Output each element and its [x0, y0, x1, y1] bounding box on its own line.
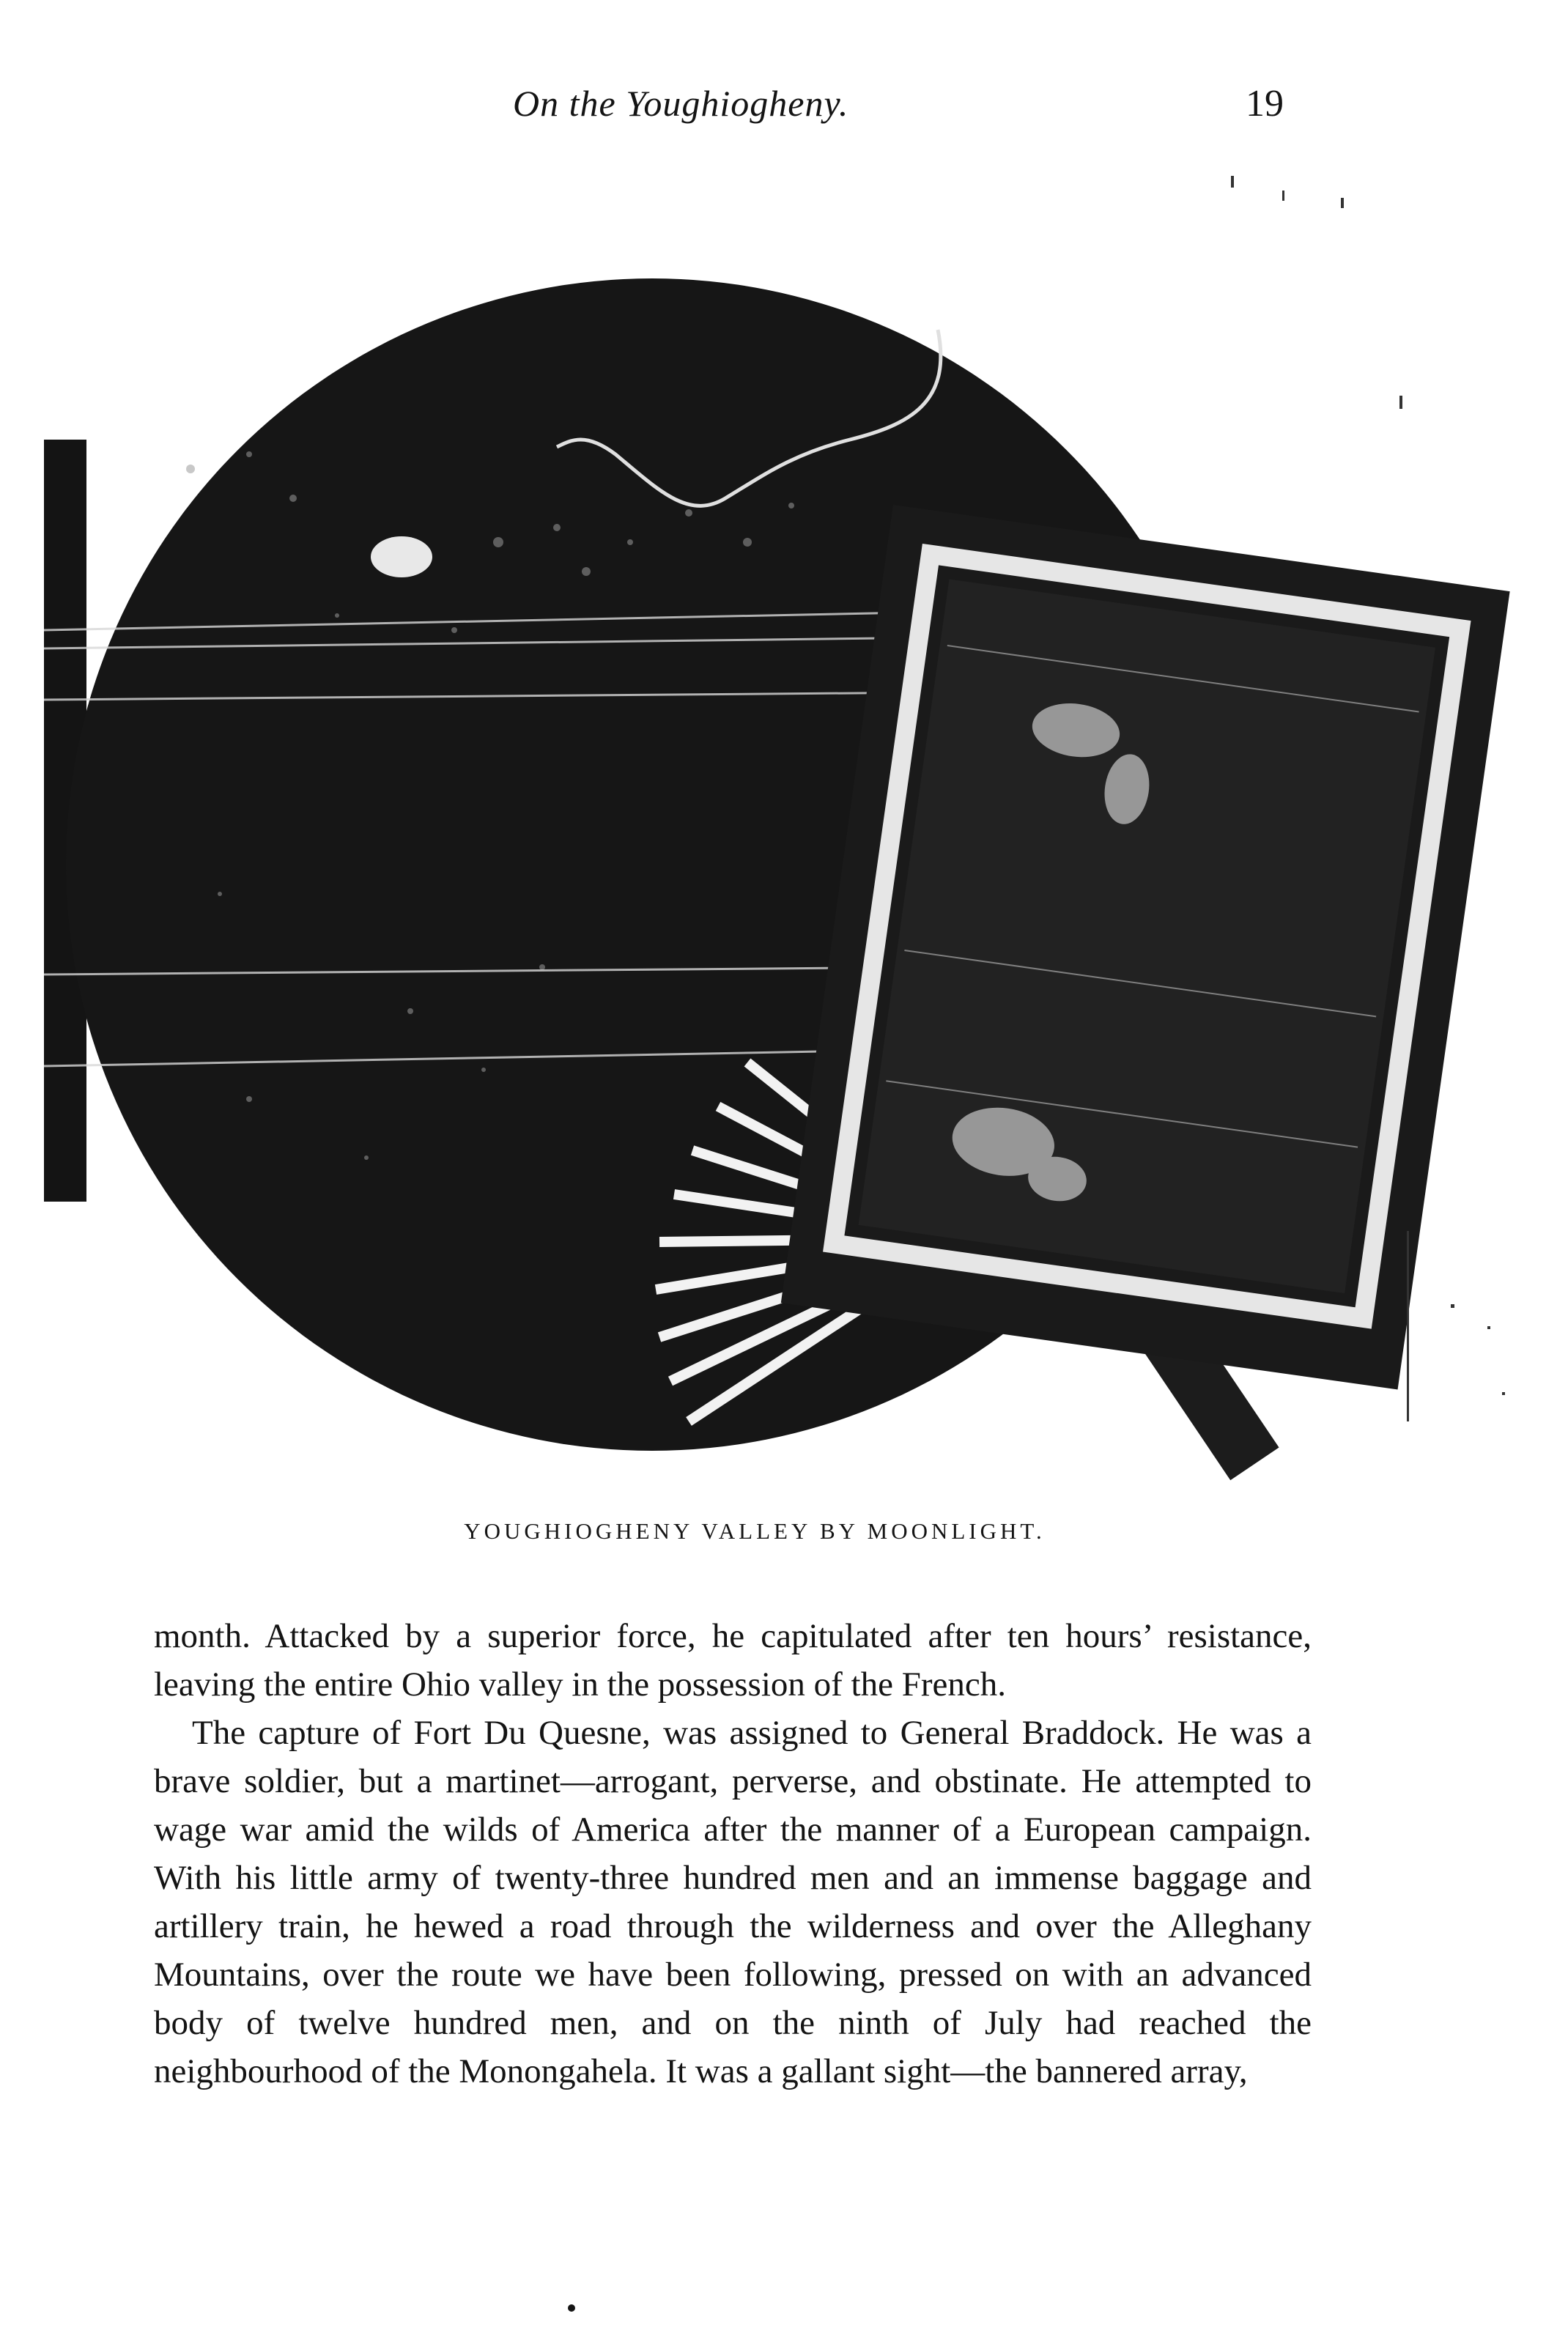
illustration-caption: YOUGHIOGHENY VALLEY BY MOONLIGHT.	[464, 1518, 1046, 1544]
running-title: On the Youghiogheny.	[513, 83, 849, 124]
paragraph-2: The capture of Fort Du Quesne, was assigned to General Braddock. He was a brave soldier, but a martinet—arrogant, perverse, and obstinate. He attempted to wage war amid the wilds of America after the manner of a European campaign. With his little army of twenty-three hundred men and an immense baggage and artillery train, he hewed a road through the wilderness and over the Alleghany Mountains, over the route we have been following, pressed on with an advanced body of twelve hundred men, and on the ninth of July had reached the neighbourhood of the Monongahela. It was a gallant sight—the bannered array,	[154, 1714, 1312, 2090]
body-text	[154, 1612, 1312, 2096]
running-head	[0, 82, 1568, 133]
paragraph-1: month. Attacked by a superior force, he capitulated after ten hours’ resistance, leaving the entire Ohio valley in the possession of the French.	[154, 1617, 1312, 1704]
page-number: 19	[1246, 83, 1284, 125]
moonlight-illustration	[29, 161, 1524, 1539]
moon	[371, 536, 432, 577]
